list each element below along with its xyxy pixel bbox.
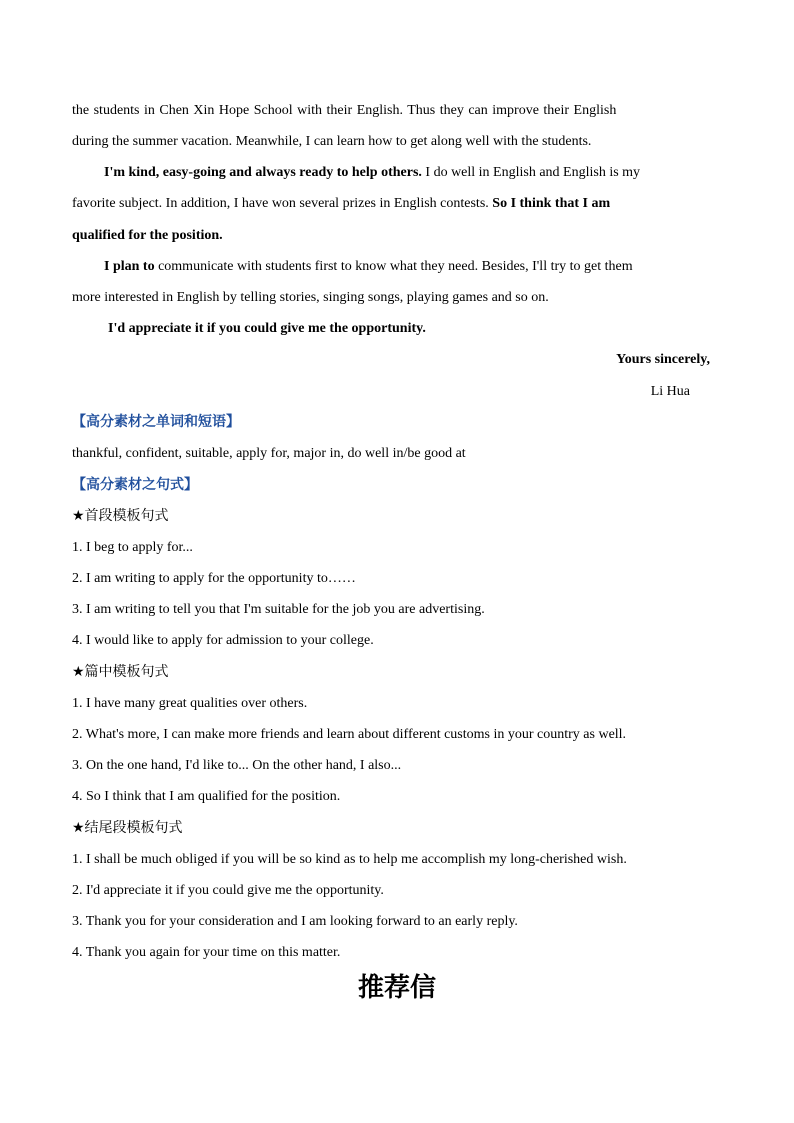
sentence-item: 4. Thank you again for your time on this matter.	[72, 945, 341, 960]
sentence-item: 4. I would like to apply for admission to your college.	[72, 633, 374, 648]
letter-text: favorite subject. In addition, I have won several prizes in English contests.	[72, 196, 489, 211]
letter-paragraph-3-line-1	[104, 257, 722, 277]
letter-closing: Yours sincerely,	[616, 352, 710, 367]
sentence-group-title-body: ★篇中模板句式	[72, 664, 169, 680]
sentence-item: 1. I beg to apply for...	[72, 540, 193, 555]
letter-paragraph-1-line-2: during the summer vacation. Meanwhile, I can learn how to get along well with the students.	[72, 134, 592, 149]
letter-paragraph-2-line-3: qualified for the position.	[72, 228, 223, 243]
letter-text: I do well in English and English is my	[421, 165, 641, 180]
vocab-heading: 【高分素材之单词和短语】	[72, 414, 240, 430]
sentence-item: 1. I have many great qualities over others.	[72, 696, 308, 711]
sentence-item: 2. What's more, I can make more friends and learn about different customs in your country as well.	[72, 727, 627, 742]
letter-signature: Li Hua	[650, 384, 690, 399]
sentence-group-title-closing: ★结尾段模板句式	[72, 820, 183, 836]
letter-paragraph-3-line-2: more interested in English by telling stories, singing songs, playing games and so on.	[72, 290, 549, 305]
sentence-item: 3. I am writing to tell you that I'm suitable for the job you are advertising.	[72, 602, 485, 617]
letter-bold-phrase: I'm kind, easy-going and always ready to help others.	[104, 165, 422, 180]
sentence-item: 3. Thank you for your consideration and I am looking forward to an early reply.	[72, 914, 518, 929]
letter-bold-phrase: I plan to	[104, 259, 155, 274]
letter-bold-phrase: So I think that I am	[488, 196, 611, 211]
sentence-group-title-opening: ★首段模板句式	[72, 508, 169, 524]
letter-text: communicate with students first to know what they need. Besides, I'll try to get them	[154, 259, 633, 274]
sentence-item: 3. On the one hand, I'd like to... On the other hand, I also...	[72, 758, 402, 773]
sentence-item: 2. I'd appreciate it if you could give me the opportunity.	[72, 883, 384, 898]
section-title: 推荐信	[357, 973, 436, 1003]
letter-paragraph-2-line-1	[104, 163, 722, 183]
letter-paragraph-2-line-2	[72, 194, 722, 214]
sentence-item: 4. So I think that I am qualified for the position.	[72, 789, 341, 804]
vocab-words: thankful, confident, suitable, apply for, major in, do well in/be good at	[72, 446, 466, 461]
letter-paragraph-1-line-1: the students in Chen Xin Hope School with their English. Thus they can improve their English	[72, 103, 617, 118]
sentence-item: 1. I shall be much obliged if you will be so kind as to help me accomplish my long-cherished wish.	[72, 852, 627, 867]
sentences-heading: 【高分素材之句式】	[72, 477, 198, 493]
letter-paragraph-4: I'd appreciate it if you could give me the opportunity.	[108, 321, 426, 336]
sentence-item: 2. I am writing to apply for the opportunity to……	[72, 571, 356, 586]
